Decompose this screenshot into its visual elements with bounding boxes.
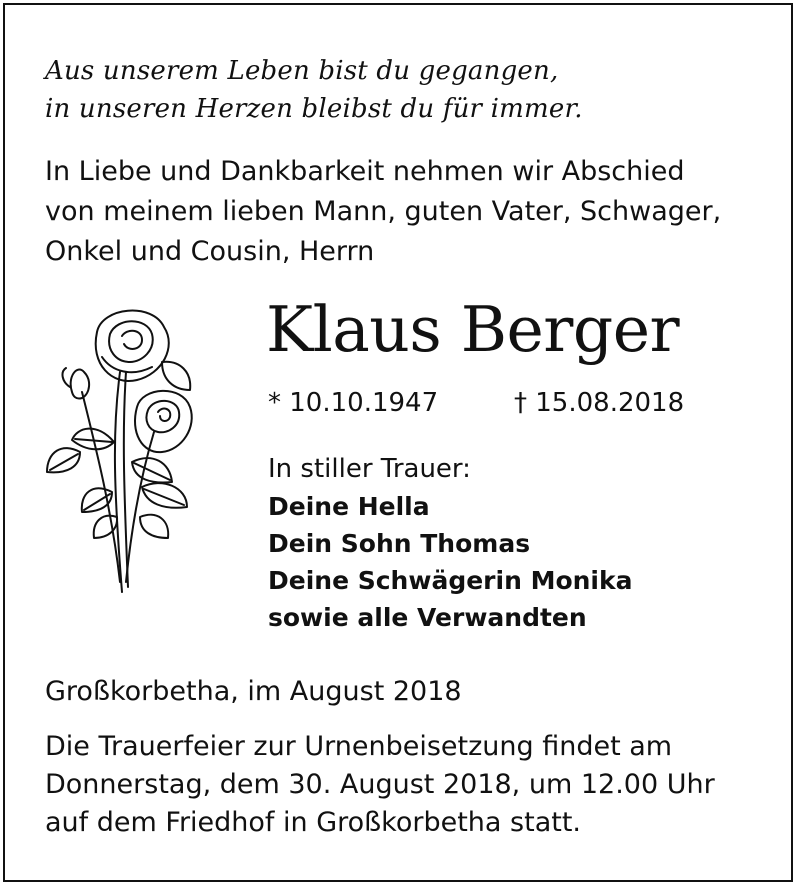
service-line-1: Die Trauerfeier zur Urnenbeisetzung findet am [45,731,673,762]
intro-line-1: In Liebe und Dankbarkeit nehmen wir Abschied [45,156,685,187]
motto [45,52,765,128]
death-date: † 15.08.2018 [514,388,685,418]
life-dates [268,385,768,421]
mourner-name: Dein Sohn Thomas [268,529,531,558]
mourners-heading: In stiller Trauer: [268,454,471,484]
mourner-name: Deine Hella [268,492,430,521]
funeral-service-info [45,728,765,842]
mourner-name: Deine Schwägerin Monika [268,566,633,595]
mourner-name: sowie alle Verwandten [268,603,587,632]
place-and-date: Großkorbetha, im August 2018 [45,676,462,707]
intro-text [45,152,765,272]
motto-line-2: in unseren Herzen bleibst du für immer. [45,94,583,124]
motto-line-1: Aus unserem Leben bist du gegangen, [45,56,559,86]
mourners-block [268,451,768,636]
deceased-name: Klaus Berger [266,293,680,366]
birth-date: * 10.10.1947 [268,388,439,418]
intro-line-3: Onkel und Cousin, Herrn [45,236,375,267]
rose-illustration [42,302,202,602]
intro-line-2: von meinem lieben Mann, guten Vater, Schwager, [45,196,722,227]
service-line-2: Donnerstag, dem 30. August 2018, um 12.00 Uhr [45,769,715,800]
service-line-3: auf dem Friedhof in Großkorbetha statt. [45,807,581,838]
